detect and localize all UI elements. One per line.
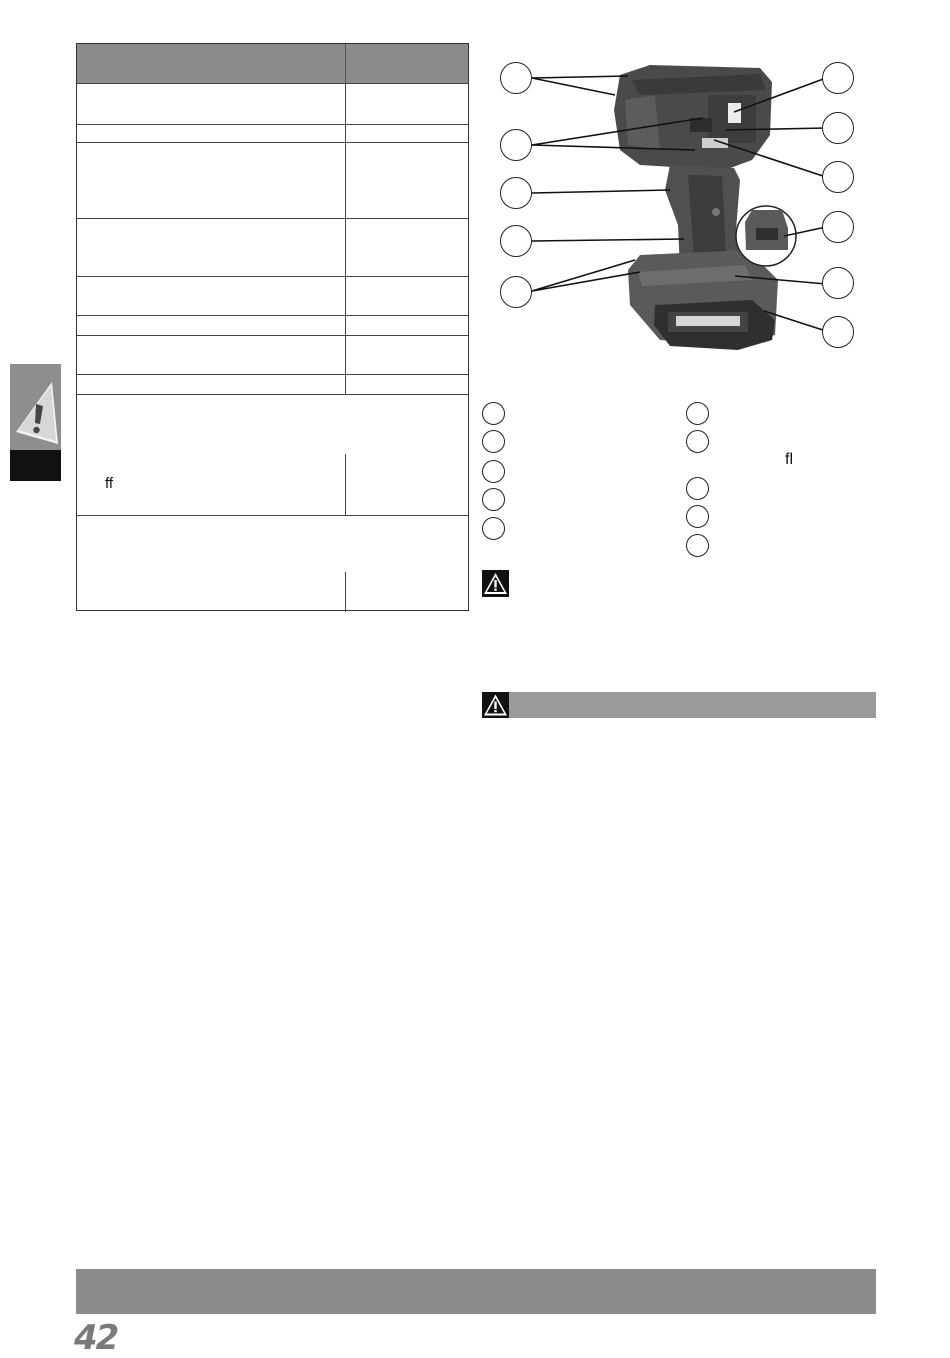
legend-number-circle bbox=[482, 430, 505, 453]
legend-number-circle bbox=[686, 505, 709, 528]
table-row bbox=[77, 315, 468, 336]
callout-circle bbox=[500, 276, 532, 308]
footer-bar bbox=[76, 1269, 876, 1314]
legend-number-circle bbox=[482, 517, 505, 540]
side-tab bbox=[10, 364, 61, 481]
column-divider bbox=[345, 572, 346, 612]
callout-circle bbox=[822, 267, 854, 299]
callout-circle bbox=[822, 62, 854, 94]
callout-circle bbox=[822, 161, 854, 193]
exclamation-triangle-icon bbox=[10, 364, 61, 450]
side-tab-grey bbox=[10, 364, 61, 450]
table-row bbox=[77, 374, 468, 395]
table-row bbox=[77, 83, 468, 125]
callout-circle bbox=[500, 129, 532, 161]
noise-block bbox=[77, 515, 468, 613]
legend-number-circle bbox=[482, 460, 505, 483]
callout-circle bbox=[500, 177, 532, 209]
table-row bbox=[77, 142, 468, 219]
table-row bbox=[77, 335, 468, 375]
legend-number-circle bbox=[686, 534, 709, 557]
table-row bbox=[77, 276, 468, 316]
column-divider bbox=[345, 83, 346, 394]
table-row bbox=[77, 124, 468, 143]
vibration-block bbox=[77, 394, 468, 516]
legend-number-circle bbox=[482, 488, 505, 511]
callout-circle bbox=[822, 112, 854, 144]
legend-glyph: fl bbox=[785, 451, 793, 468]
warning-heading-bar bbox=[482, 692, 876, 718]
legend-number-circle bbox=[686, 477, 709, 500]
table-row bbox=[77, 218, 468, 277]
vibration-label-glyph: ff bbox=[105, 475, 114, 492]
spec-table bbox=[76, 43, 469, 611]
column-divider bbox=[345, 454, 346, 515]
legend-number-circle bbox=[686, 402, 709, 425]
warning-triangle-icon bbox=[482, 692, 509, 718]
page-number: 42 bbox=[74, 1318, 118, 1358]
callout-circle bbox=[500, 62, 532, 94]
impact-driver-drawing bbox=[490, 50, 870, 360]
spec-table-header bbox=[77, 44, 468, 83]
header-divider bbox=[345, 44, 346, 83]
callout-circle bbox=[500, 225, 532, 257]
warning-triangle-icon bbox=[482, 570, 509, 597]
callout-circle bbox=[822, 211, 854, 243]
side-tab-black bbox=[10, 450, 61, 481]
legend-number-circle bbox=[686, 430, 709, 453]
tool-figure bbox=[490, 50, 870, 360]
legend-number-circle bbox=[482, 402, 505, 425]
callout-circle bbox=[822, 316, 854, 348]
